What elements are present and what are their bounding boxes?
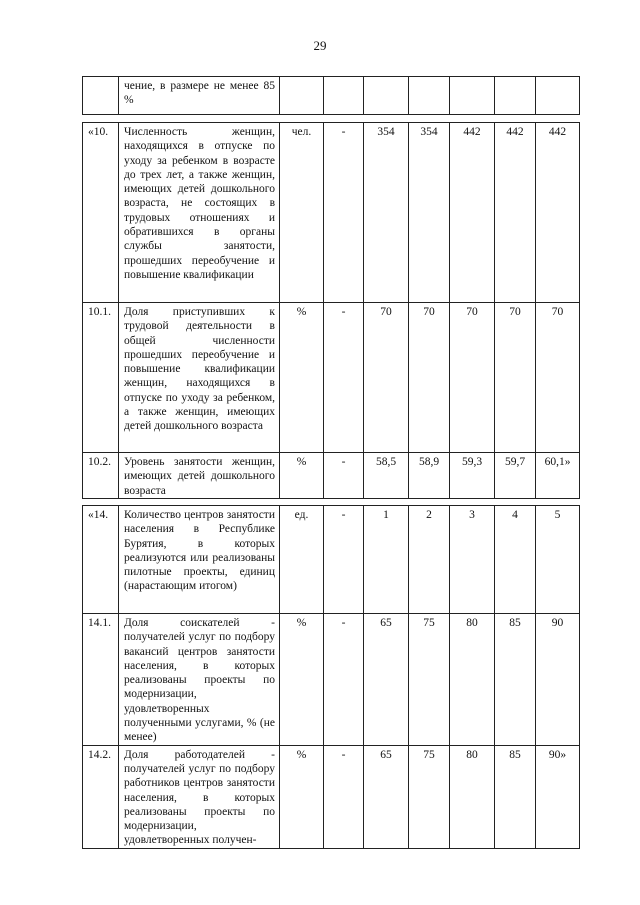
row-code: 10.1. [83,303,119,453]
table-row [83,745,580,848]
row-value: 80 [450,614,495,746]
row-base-value: - [324,303,364,453]
page-number: 29 [313,38,327,53]
row-value [536,77,580,115]
row-indicator-text: Численность женщин, находящихся в отпуске по уходу за ребенком в возрасте до трех лет, а также женщин, имеющих детей дошкольного возраста, не состоящих в трудовых отношениях и обратившихся в органы службы занятости, прошедших переобучение и повышение квалификации [119,123,280,303]
row-value: 58,5 [364,453,409,499]
row-base-value: - [324,453,364,499]
table-row [83,77,580,115]
row-value: 65 [364,745,409,848]
row-value: 60,1» [536,453,580,499]
row-code: «10. [83,123,119,303]
row-unit: чел. [280,123,324,303]
row-value [450,77,495,115]
row-value: 70 [450,303,495,453]
row-indicator-text: Количество центров занятости населения в Республике Бурятия, в которых реализуются или реализованы пилотные проекты, единиц (нарастающим итогом) [119,506,280,614]
row-base-value: - [324,506,364,614]
row-value: 442 [536,123,580,303]
row-value: 70 [409,303,450,453]
row-value: 70 [364,303,409,453]
row-unit: ед. [280,506,324,614]
row-value [409,77,450,115]
row-base-value: - [324,614,364,746]
row-value: 2 [409,506,450,614]
row-indicator-text: Уровень занятости женщин, имеющих детей дошкольного возраста [119,453,280,499]
row-code: 14.2. [83,745,119,848]
row-value: 5 [536,506,580,614]
row-value: 65 [364,614,409,746]
row-value [495,77,536,115]
row-code: 14.1. [83,614,119,746]
row-value [364,77,409,115]
row-code: «14. [83,506,119,614]
row-unit: % [280,303,324,453]
table-row [83,453,580,499]
table-row [83,123,580,303]
row-indicator-text: Доля работодателей - получателей услуг по подбору работников центров занятости населения, в которых реализованы проекты по модернизации, удовлетворенных получен- [119,745,280,848]
row-unit: % [280,614,324,746]
row-value: 354 [364,123,409,303]
row-value: 85 [495,745,536,848]
row-value: 59,7 [495,453,536,499]
row-unit: % [280,453,324,499]
row-value: 75 [409,614,450,746]
row-value: 59,3 [450,453,495,499]
row-value: 80 [450,745,495,848]
row-code: 10.2. [83,453,119,499]
row-value: 3 [450,506,495,614]
table-row [83,506,580,614]
row-indicator-text: чение, в размере не менее 85 % [119,77,280,115]
row-value: 70 [536,303,580,453]
row-value: 354 [409,123,450,303]
row-base-value: - [324,745,364,848]
row-value: 442 [450,123,495,303]
row-value: 1 [364,506,409,614]
table-row [83,303,580,453]
row-base-value [324,77,364,115]
row-value: 90 [536,614,580,746]
row-value: 442 [495,123,536,303]
row-unit [280,77,324,115]
continuation-table [82,76,580,115]
row-value: 70 [495,303,536,453]
row-value: 75 [409,745,450,848]
row-value: 85 [495,614,536,746]
table-row [83,614,580,746]
row-indicator-text: Доля соискателей - получателей услуг по подбору вакансий центров занятости населения, в которых реализованы проекты по модернизации, удовлетворенных полученными услугами, % (не менее) [119,614,280,746]
row-unit: % [280,745,324,848]
row-value: 90» [536,745,580,848]
indicator-table-block-14 [82,505,580,849]
indicator-table-block-10 [82,122,580,499]
row-value: 58,9 [409,453,450,499]
row-indicator-text: Доля приступивших к трудовой деятельности в общей численности прошедших переобучение и повышение квалификации женщин, находящихся в отпуске по уходу за ребенком, а также женщин, имеющих детей дошкольного возраста [119,303,280,453]
row-base-value: - [324,123,364,303]
row-value: 4 [495,506,536,614]
row-code [83,77,119,115]
